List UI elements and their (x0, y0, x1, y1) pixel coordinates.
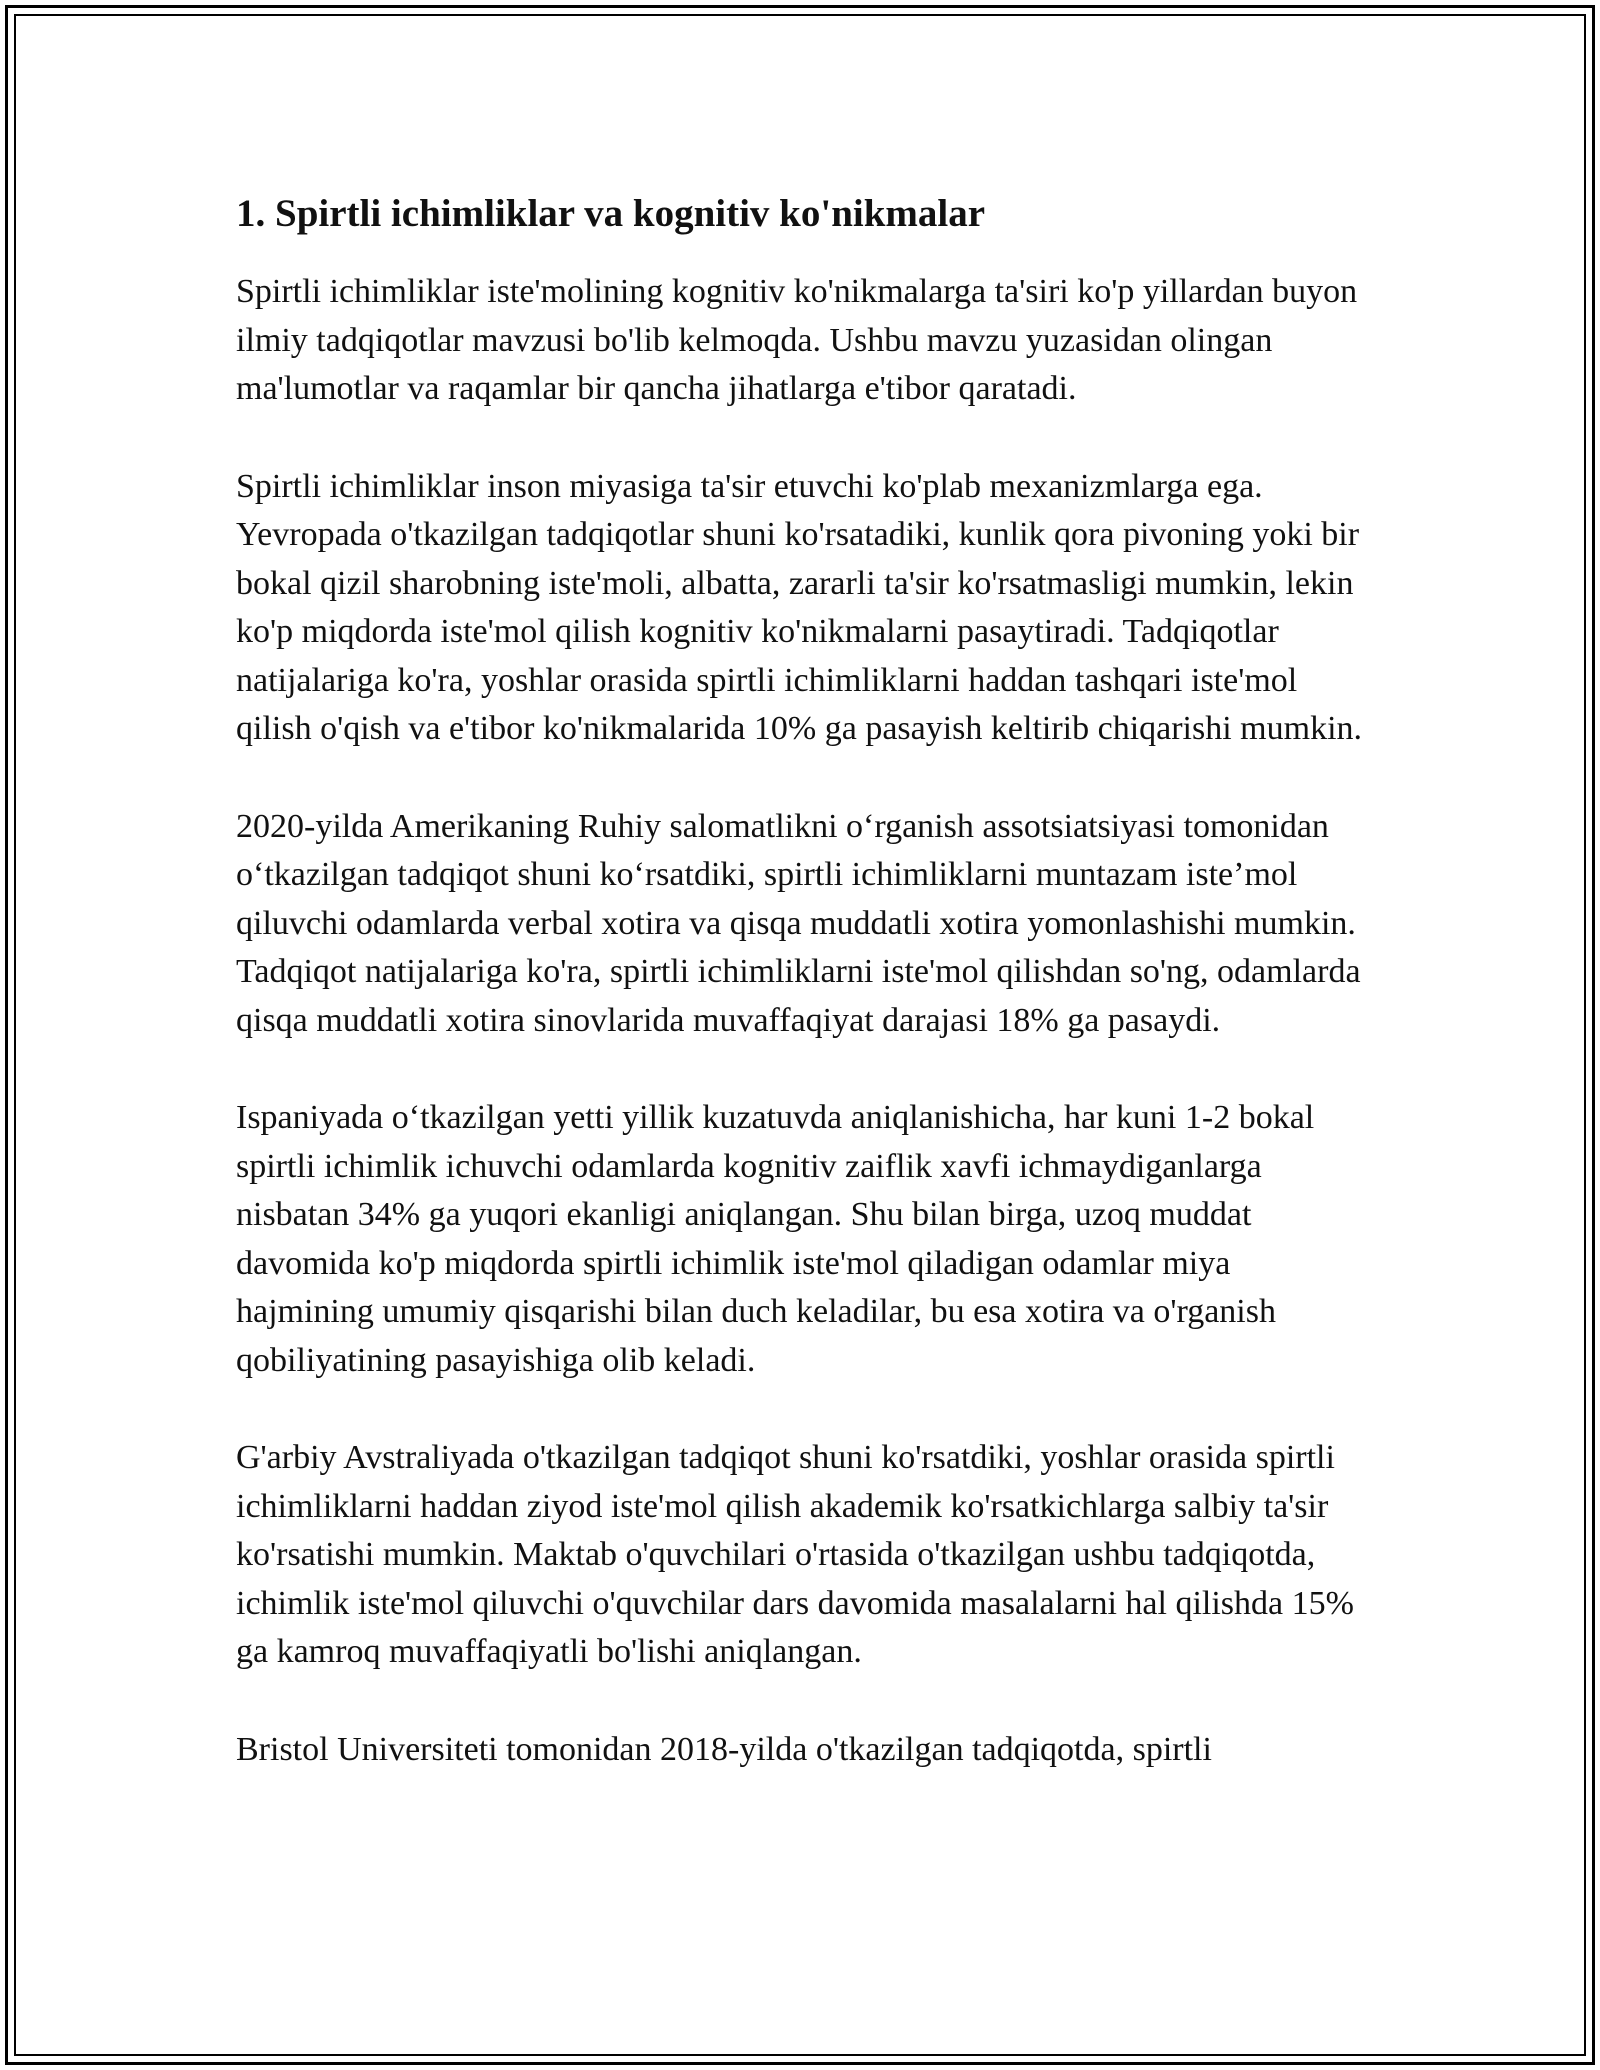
paragraph-australia-study: G'arbiy Avstraliyada o'tkazilgan tadqiqot shuni ko'rsatdiki, yoshlar orasida spirtli ichimliklarni haddan ziyod iste'mol qilish akademik ko'rsatkichlarga salbiy ta'sir ko'rsatishi mumkin. Maktab o'quvchilari o'rtasida o'tkazilgan ushbu tadqiqotda, ichimlik iste'mol qiluvchi o'quvchilar dars davomida masalalarni hal qilishda 15% ga kamroq muvaffaqiyatli bo'lishi aniqlangan. (236, 1439, 1354, 1670)
document-body (236, 186, 1366, 1823)
paragraph-bristol-study: Bristol Universiteti tomonidan 2018-yilda o'tkazilgan tadqiqotda, spirtli (236, 1730, 1212, 1768)
paragraph-american-study: 2020-yilda Amerikaning Ruhiy salomatlikni o‘rganish assotsiatsiyasi tomonidan o‘tkazilgan tadqiqot shuni ko‘rsatdiki, spirtli ichimliklarni muntazam iste’mol qiluvchi odamlarda verbal xotira va qisqa muddatli xotira yomonlashishi mumkin. Tadqiqot natijalariga ko'ra, spirtli ichimliklarni iste'mol qilishdan so'ng, odamlarda qisqa muddatli xotira sinovlarida muvaffaqiyat darajasi 18% ga pasaydi. (236, 807, 1361, 1039)
paragraph-mechanisms: Spirtli ichimliklar inson miyasiga ta'sir etuvchi ko'plab mexanizmlarga ega. Yevropada o'tkazilgan tadqiqotlar shuni ko'rsatadiki, kunlik qora pivoning yoki bir bokal qizil sharobning iste'moli, albatta, zararli ta'sir ko'rsatmasligi mumkin, lekin ko'p miqdorda iste'mol qilish kognitiv ko'nikmalarni pasaytiradi. Tadqiqotlar natijalariga ko'ra, yoshlar orasida spirtli ichimliklarni haddan tashqari iste'mol qilish o'qish va e'tibor ko'nikmalarida 10% ga pasayish keltirib chiqarishi mumkin. (236, 467, 1363, 747)
paragraph-spain-study: Ispaniyada o‘tkazilgan yetti yillik kuzatuvda aniqlanishicha, har kuni 1-2 bokal spirtli ichimlik ichuvchi odamlarda kognitiv zaiflik xavfi ichmaydiganlarga nisbatan 34% ga yuqori ekanligi aniqlangan. Shu bilan birga, uzoq muddat davomida ko'p miqdorda spirtli ichimlik iste'mol qiladigan odamlar miya hajmining umumiy qisqarishi bilan duch keladilar, bu esa xotira va o'rganish qobiliyatining pasayishiga olib keladi. (236, 1099, 1315, 1379)
section-title: 1. Spirtli ichimliklar va kognitiv ko'nikmalar (236, 192, 986, 235)
paragraph-intro: Spirtli ichimliklar iste'molining kognitiv ko'nikmalarga ta'siri ko'p yillardan buyon ilmiy tadqiqotlar mavzusi bo'lib kelmoqda. Ushbu mavzu yuzasidan olingan ma'lumotlar va raqamlar bir qancha jihatlarga e'tibor qaratadi. (236, 273, 1358, 407)
